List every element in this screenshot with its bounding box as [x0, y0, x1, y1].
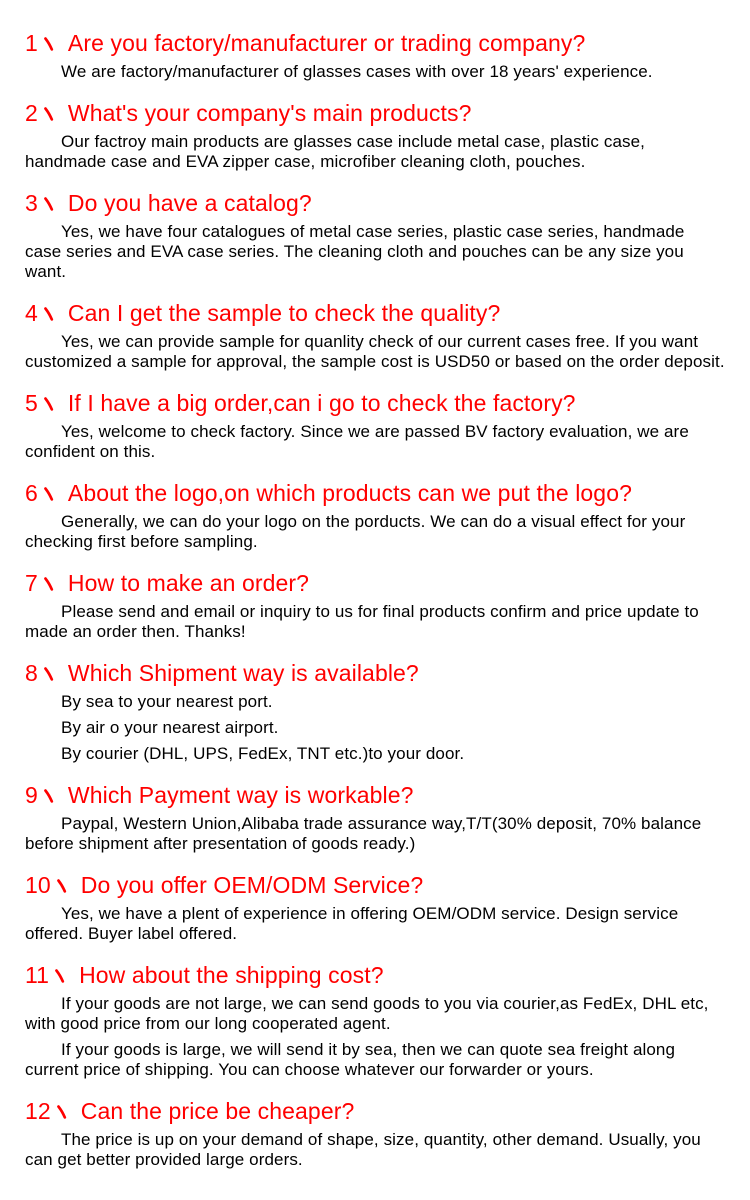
question-text: How about the shipping cost? — [79, 962, 384, 988]
faq-item-4 — [25, 300, 725, 372]
faq-answer: Paypal, Western Union,Alibaba trade assurance way,T/T(30% deposit, 70% balance before shipment after presentation of goods ready.) — [25, 814, 702, 853]
question-number: 10 — [25, 872, 51, 898]
faq-item-2 — [25, 100, 725, 172]
question-text: About the logo,on which products can we put the logo? — [67, 480, 632, 506]
faq-answer: The price is up on your demand of shape, size, quantity, other demand. Usually, you can get better provided large orders. — [25, 1130, 701, 1169]
faq-item-11 — [25, 962, 725, 1080]
ideographic-comma-icon — [41, 195, 59, 213]
question-text: Which Shipment way is available? — [67, 660, 419, 686]
faq-item-3 — [25, 190, 725, 282]
question-text: Are you factory/manufacturer or trading company? — [67, 30, 586, 56]
faq-question — [25, 300, 725, 326]
faq-answer: By courier (DHL, UPS, FedEx, TNT etc.)to your door. — [61, 744, 465, 763]
question-text: Do you offer OEM/ODM Service? — [80, 872, 424, 898]
question-number: 11 — [25, 962, 50, 988]
faq-question — [25, 570, 725, 596]
question-number: 8 — [25, 660, 38, 686]
faq-answer: By air o your nearest airport. — [61, 718, 279, 737]
question-number: 7 — [25, 570, 38, 596]
faq-item-1 — [25, 30, 725, 82]
faq-item-7 — [25, 570, 725, 642]
faq-question — [25, 660, 725, 686]
faq-answer: Please send and email or inquiry to us for final products confirm and price update to made an order then. Thanks! — [25, 602, 699, 641]
faq-answer: Our factroy main products are glasses case include metal case, plastic case, handmade case and EVA zipper case, microfiber cleaning cloth, pouches. — [25, 132, 645, 171]
question-number: 5 — [25, 390, 38, 416]
faq-answer: Yes, welcome to check factory. Since we are passed BV factory evaluation, we are confident on this. — [25, 422, 689, 461]
question-number: 3 — [25, 190, 38, 216]
question-text: What's your company's main products? — [67, 100, 472, 126]
question-number: 4 — [25, 300, 38, 326]
ideographic-comma-icon — [41, 575, 59, 593]
question-text: Which Payment way is workable? — [67, 782, 414, 808]
ideographic-comma-icon — [41, 485, 59, 503]
faq-item-10 — [25, 872, 725, 944]
ideographic-comma-icon — [41, 105, 59, 123]
faq-question — [25, 390, 725, 416]
faq-answer: Yes, we have a plent of experience in offering OEM/ODM service. Design service offered. Buyer label offered. — [25, 904, 679, 943]
faq-answer: Yes, we can provide sample for quanlity check of our current cases free. If you want customized a sample for approval, the sample cost is USD50 or based on the order deposit. — [25, 332, 725, 371]
question-text: Can the price be cheaper? — [80, 1098, 355, 1124]
faq-item-6 — [25, 480, 725, 552]
faq-question — [25, 1098, 725, 1124]
faq-question — [25, 190, 725, 216]
ideographic-comma-icon — [41, 665, 59, 683]
question-number: 1 — [25, 30, 38, 56]
faq-item-12 — [25, 1098, 725, 1170]
faq-answer: By sea to your nearest port. — [61, 692, 273, 711]
question-number: 12 — [25, 1098, 51, 1124]
faq-question — [25, 480, 725, 506]
faq-question — [25, 962, 725, 988]
ideographic-comma-icon — [41, 305, 59, 323]
question-number: 2 — [25, 100, 38, 126]
ideographic-comma-icon — [54, 877, 72, 895]
faq-item-8 — [25, 660, 725, 764]
ideographic-comma-icon — [54, 1103, 72, 1121]
faq-question — [25, 782, 725, 808]
faq-question — [25, 100, 725, 126]
faq-answer: Generally, we can do your logo on the porducts. We can do a visual effect for your checking first before sampling. — [25, 512, 686, 551]
question-text: Can I get the sample to check the quality? — [67, 300, 501, 326]
faq-answer: We are factory/manufacturer of glasses cases with over 18 years' experience. — [61, 62, 653, 81]
ideographic-comma-icon — [41, 35, 59, 53]
faq-item-9 — [25, 782, 725, 854]
ideographic-comma-icon — [52, 967, 70, 985]
question-text: Do you have a catalog? — [67, 190, 312, 216]
faq-question — [25, 30, 725, 56]
faq-question — [25, 872, 725, 898]
question-text: How to make an order? — [67, 570, 310, 596]
faq-answer: If your goods are not large, we can send goods to you via courier,as FedEx, DHL etc, with good price from our long cooperated agent. — [25, 994, 709, 1033]
question-text: If I have a big order,can i go to check the factory? — [67, 390, 576, 416]
ideographic-comma-icon — [41, 395, 59, 413]
faq-answer: If your goods is large, we will send it by sea, then we can quote sea freight along current price of shipping. You can choose whatever our forwarder or yours. — [25, 1040, 676, 1079]
question-number: 9 — [25, 782, 38, 808]
ideographic-comma-icon — [41, 787, 59, 805]
faq-item-5 — [25, 390, 725, 462]
faq-answer: Yes, we have four catalogues of metal case series, plastic case series, handmade case series and EVA case series. The cleaning cloth and pouches can be any size you want. — [25, 222, 685, 281]
question-number: 6 — [25, 480, 38, 506]
